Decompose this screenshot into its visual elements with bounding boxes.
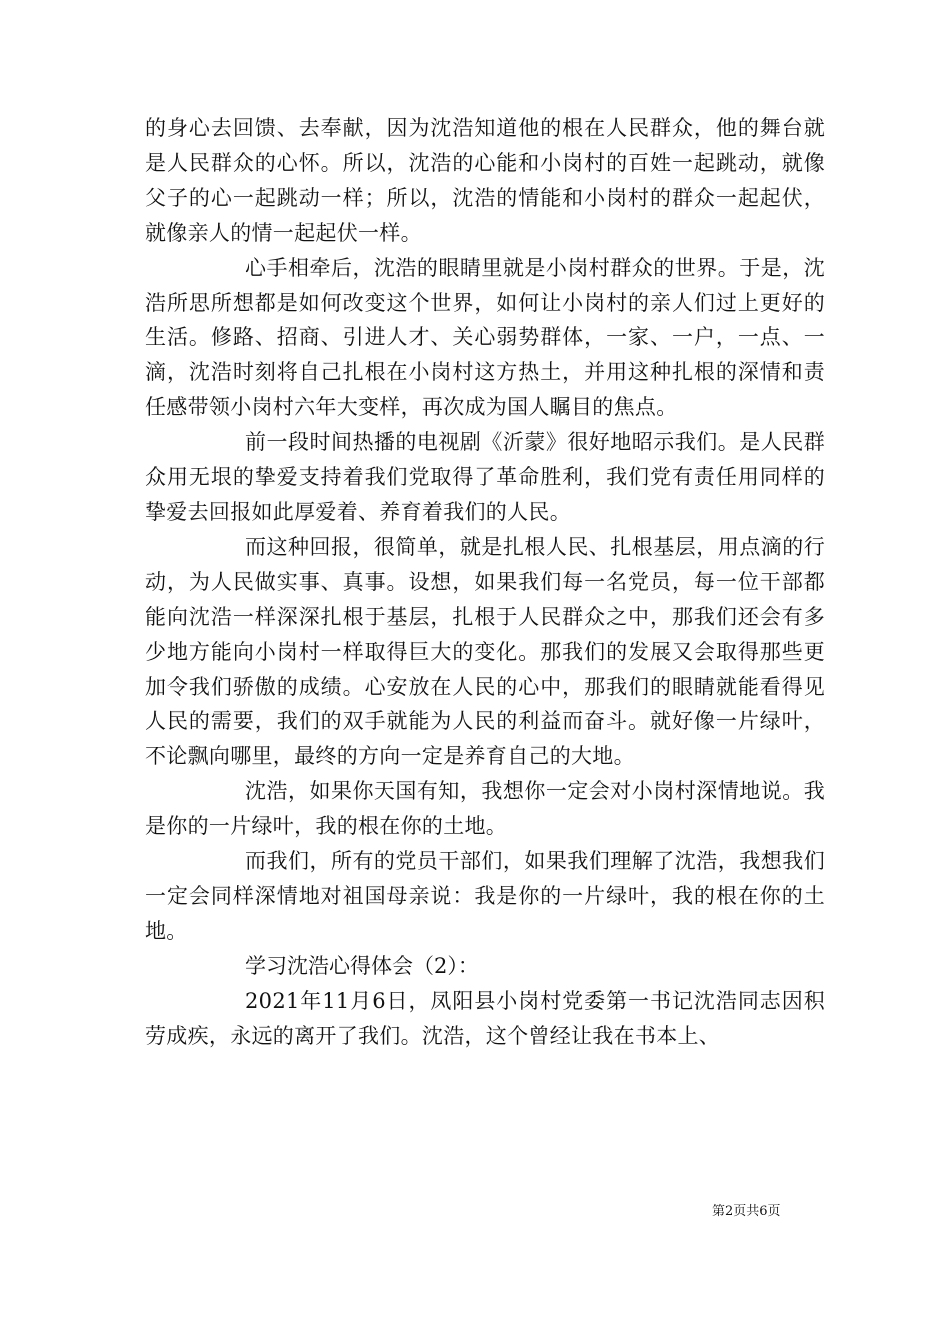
document-body xyxy=(145,111,825,1053)
page-number: 第2页共6页 xyxy=(712,1204,781,1219)
paragraph-3: 前一段时间热播的电视剧《沂蒙》很好地昭示我们。是人民群众用无垠的挚爱支持着我们党取得了革命胜利，我们党有责任用同样的挚爱去回报如此厚爱着、养育着我们的人民。 xyxy=(145,430,825,524)
section-heading: 学习沈浩心得体会（2）： xyxy=(245,953,479,978)
paragraph-7: 2021年11月6日，凤阳县小岗村党委第一书记沈浩同志因积劳成疾，永远的离开了我们。沈浩，这个曾经让我在书本上、 xyxy=(145,988,825,1048)
paragraph-4: 而这种回报，很简单，就是扎根人民、扎根基层，用点滴的行动，为人民做实事、真事。设想，如果我们每一名党员，每一位干部都能向沈浩一样深深扎根于基层，扎根于人民群众之中，那我们还会有多少地方能向小岗村一样取得巨大的变化。那我们的发展又会取得那些更加令我们骄傲的成绩。心安放在人民的心中，那我们的眼睛就能看得见人民的需要，我们的双手就能为人民的利益而奋斗。就好像一片绿叶，不论飘向哪里，最终的方向一定是养育自己的大地。 xyxy=(145,534,825,769)
paragraph-1: 的身心去回馈、去奉献，因为沈浩知道他的根在人民群众，他的舞台就是人民群众的心怀。所以，沈浩的心能和小岗村的百姓一起跳动，就像父子的心一起跳动一样；所以，沈浩的情能和小岗村的群众一起起伏，就像亲人的情一起起伏一样。 xyxy=(145,116,825,245)
paragraph-5: 沈浩，如果你天国有知，我想你一定会对小岗村深情地说。我是你的一片绿叶，我的根在你的土地。 xyxy=(145,779,825,839)
paragraph-6: 而我们，所有的党员干部们，如果我们理解了沈浩，我想我们一定会同样深情地对祖国母亲说：我是你的一片绿叶，我的根在你的土地。 xyxy=(145,849,825,943)
paragraph-2: 心手相牵后，沈浩的眼睛里就是小岗村群众的世界。于是，沈浩所思所想都是如何改变这个世界，如何让小岗村的亲人们过上更好的生活。修路、招商、引进人才、关心弱势群体，一家、一户，一点、一滴，沈浩时刻将自己扎根在小岗村这方热土，并用这种扎根的深情和责任感带领小岗村六年大变样，再次成为国人瞩目的焦点。 xyxy=(145,255,825,420)
